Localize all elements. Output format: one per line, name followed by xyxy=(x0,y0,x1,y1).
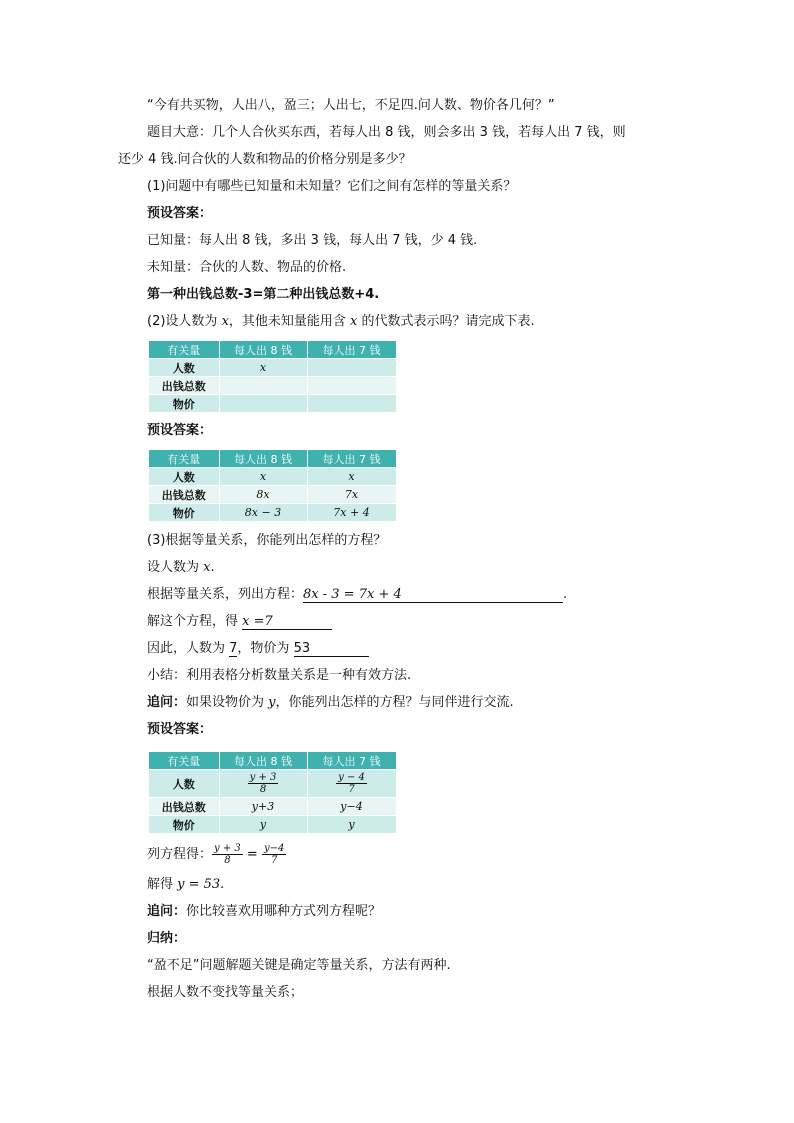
solution-intro: 解得 xyxy=(147,877,178,892)
follow-up-text: 你比较喜欢用哪种方式列方程呢？ xyxy=(186,904,382,919)
equation-fraction-intro: 列方程得： xyxy=(147,847,213,862)
equation-line xyxy=(147,586,567,604)
equation-answer: 8x - 3 = 7x + 4 xyxy=(303,587,563,603)
solve-answer: x =7 xyxy=(242,614,332,630)
induction-line-2: 根据人数不变找等量关系； xyxy=(147,985,304,1000)
q2-text-c: 的代数式表示吗？请完成下表. xyxy=(357,314,535,329)
quote-line: “今有共买物，人出八，盈三；人出七，不足四.问人数、物价各几何？” xyxy=(147,98,555,113)
solve-line xyxy=(147,613,332,631)
conclusion-line xyxy=(147,640,369,658)
table-cell: y xyxy=(307,816,396,834)
table-header-cell: 有关量 xyxy=(149,341,219,359)
price-table xyxy=(149,752,397,833)
numerator: y − 4 xyxy=(338,772,365,783)
follow-up-text-a: 如果设物价为 xyxy=(186,695,269,710)
table-cell xyxy=(307,770,396,798)
equals-sign: = xyxy=(246,847,258,862)
denominator: 8 xyxy=(259,784,267,795)
numerator: y + 3 xyxy=(214,843,241,854)
let-period: . xyxy=(210,560,215,575)
equation-intro: 根据等量关系，列出方程： xyxy=(147,587,304,602)
solution-y-line xyxy=(147,876,224,894)
preset-answer-label-1: 预设答案： xyxy=(147,206,213,221)
denominator: 8 xyxy=(224,855,231,866)
blank-table xyxy=(149,341,397,412)
question-2 xyxy=(147,313,535,331)
price-value: 53 xyxy=(294,641,369,657)
table-header-row xyxy=(149,450,396,468)
preset-answer-label-2: 预设答案： xyxy=(147,423,213,438)
table-cell xyxy=(307,359,396,377)
table-cell: 7x + 4 xyxy=(307,504,396,522)
solve-intro: 解这个方程，得 xyxy=(147,614,243,629)
question-1: (1)问题中有哪些已知量和未知量？它们之间有怎样的等量关系？ xyxy=(147,179,517,194)
table-row xyxy=(149,377,396,395)
follow-up-var: y xyxy=(268,695,276,710)
row-label: 物价 xyxy=(149,504,219,522)
table-cell: x xyxy=(307,468,396,486)
unknown-quantities: 未知量：合伙的人数、物品的价格. xyxy=(147,260,347,275)
table-header-cell: 有关量 xyxy=(149,450,219,468)
row-label: 人数 xyxy=(149,468,219,486)
table-header-row xyxy=(149,752,396,770)
follow-up-2 xyxy=(147,903,381,921)
people-count: 7 xyxy=(229,641,238,656)
fraction xyxy=(336,772,367,795)
table-cell: y+3 xyxy=(219,798,307,816)
follow-up-label: 追问： xyxy=(147,695,187,710)
table-header-cell: 每人出 7 钱 xyxy=(307,341,396,359)
induction-line-1: “盈不足”问题解题关键是确定等量关系，方法有两种. xyxy=(147,958,451,973)
table-cell: x xyxy=(219,468,307,486)
table-header-cell: 每人出 8 钱 xyxy=(219,450,307,468)
table-row xyxy=(149,504,396,522)
fraction-right xyxy=(262,843,286,866)
q2-var-x: x xyxy=(221,314,229,329)
q2-text-b: ，其他未知量能用含 xyxy=(228,314,351,329)
table-row xyxy=(149,395,396,413)
table-row xyxy=(149,359,396,377)
conclusion-text-a: 因此，人数为 xyxy=(147,641,230,656)
denominator: 7 xyxy=(270,855,278,866)
row-label: 出钱总数 xyxy=(149,798,219,816)
table-cell xyxy=(307,377,396,395)
table-cell xyxy=(219,377,307,395)
table-header-cell: 有关量 xyxy=(149,752,219,770)
table-header-cell: 每人出 7 钱 xyxy=(307,752,396,770)
q2-var-x2: x xyxy=(350,314,358,329)
table-cell: y−4 xyxy=(307,798,396,816)
numerator: y−4 xyxy=(263,843,285,854)
equation-fraction-line xyxy=(147,842,286,868)
row-label: 人数 xyxy=(149,770,219,798)
row-label: 人数 xyxy=(149,359,219,377)
table-cell: 8x xyxy=(219,486,307,504)
table-header-cell: 每人出 8 钱 xyxy=(219,752,307,770)
question-3: (3)根据等量关系，你能列出怎样的方程？ xyxy=(147,533,387,548)
table-row xyxy=(149,770,396,798)
follow-up-1 xyxy=(147,694,514,712)
follow-up-label: 追问： xyxy=(147,904,187,919)
q2-text-a: (2)设人数为 xyxy=(147,314,222,329)
problem-line-2: 还少 4 钱.问合伙的人数和物品的价格分别是多少？ xyxy=(118,152,412,167)
conclusion-text-b: ，物价为 xyxy=(237,641,294,656)
table-row xyxy=(149,486,396,504)
denominator: 7 xyxy=(348,784,355,795)
preset-answer-label-3: 预设答案： xyxy=(147,722,213,737)
fraction xyxy=(248,772,279,795)
table-header-cell: 每人出 7 钱 xyxy=(307,450,396,468)
table-cell: 7x xyxy=(307,486,396,504)
equality-relation: 第一种出钱总数-3=第二种出钱总数+4. xyxy=(147,287,380,302)
follow-up-text-b: ，你能列出怎样的方程？与同伴进行交流. xyxy=(275,695,514,710)
table-cell xyxy=(307,395,396,413)
table-header-cell: 每人出 8 钱 xyxy=(219,341,307,359)
fraction-left xyxy=(212,843,243,866)
table-cell: x xyxy=(219,359,307,377)
let-x-line xyxy=(147,559,215,577)
table-header-row xyxy=(149,341,396,359)
table-cell xyxy=(219,770,307,798)
row-label: 物价 xyxy=(149,395,219,413)
induction-label: 归纳： xyxy=(147,931,187,946)
table-row xyxy=(149,816,396,834)
table-cell: 8x − 3 xyxy=(219,504,307,522)
row-label: 出钱总数 xyxy=(149,377,219,395)
problem-line-1: 题目大意：几个人合伙买东西，若每人出 8 钱，则会多出 3 钱，若每人出 7 钱，则 xyxy=(147,125,626,140)
table-row xyxy=(149,468,396,486)
table-cell: y xyxy=(219,816,307,834)
table-cell xyxy=(219,395,307,413)
answer-table xyxy=(149,450,397,521)
equation-period: . xyxy=(563,587,568,602)
numerator: y + 3 xyxy=(249,772,277,783)
solution-y: y = 53. xyxy=(177,877,225,892)
row-label: 物价 xyxy=(149,816,219,834)
let-text: 设人数为 xyxy=(147,560,204,575)
let-var: x xyxy=(203,560,211,575)
known-quantities: 已知量：每人出 8 钱，多出 3 钱，每人出 7 钱，少 4 钱. xyxy=(147,233,478,248)
row-label: 出钱总数 xyxy=(149,486,219,504)
table-row xyxy=(149,798,396,816)
summary-line: 小结：利用表格分析数量关系是一种有效方法. xyxy=(147,668,412,683)
